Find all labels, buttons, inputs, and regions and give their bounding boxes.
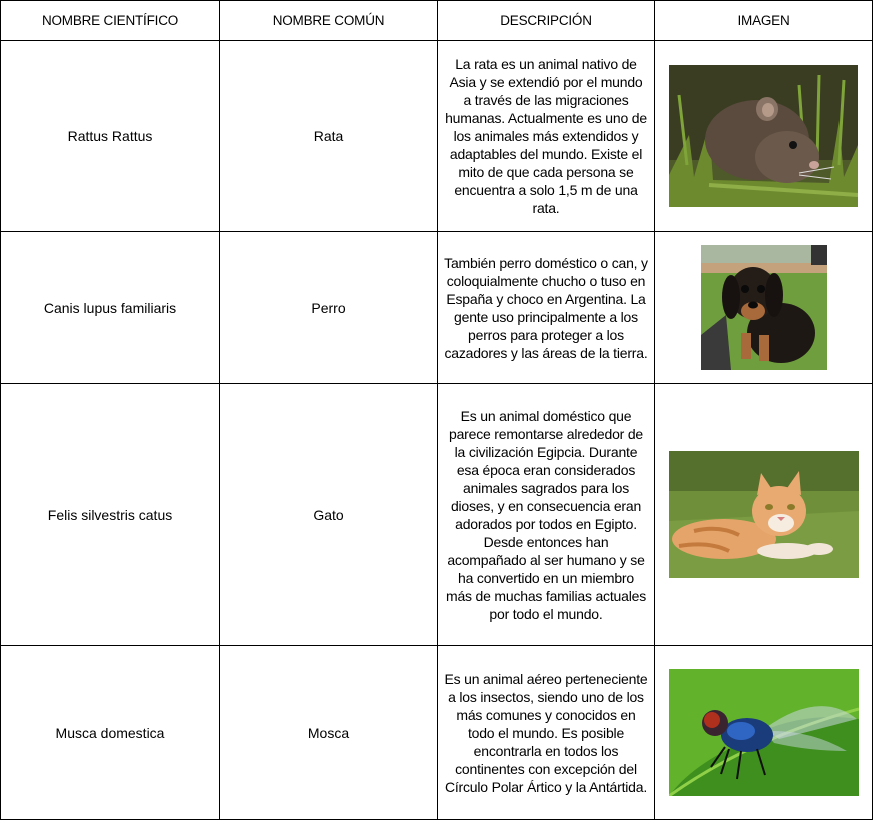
fly-photo: [669, 669, 859, 796]
common-name-cell: Perro: [220, 232, 438, 384]
cat-photo: [669, 451, 859, 578]
header-row: [1, 1, 873, 41]
rat-photo: [669, 65, 858, 207]
image-cell: [655, 646, 873, 820]
image-cell: [655, 232, 873, 384]
description-cell: Es un animal aéreo perteneciente a los insectos, siendo uno de los más comunes y conocidos en todo el mundo. Es posible encontrarla en todos los continentes con excepción del Círculo Polar Ártico y la Antártida.: [438, 646, 655, 820]
dog-photo: [701, 245, 827, 370]
header-description: DESCRIPCIÓN: [438, 1, 655, 41]
table-row: [1, 646, 873, 820]
scientific-name-cell: Rattus Rattus: [1, 41, 220, 232]
description-cell: Es un animal doméstico que parece remontarse alrededor de la civilización Egipcia. Durante esa época eran considerados animales sagrados para los dioses, y en consecuencia eran adorados por todos en Egipto. Desde entonces han acompañado al ser humano y se ha convertido en un miembro más de muchas familias actuales por todo el mundo.: [438, 384, 655, 646]
table-row: [1, 232, 873, 384]
header-common-name: NOMBRE COMÚN: [220, 1, 438, 41]
common-name-cell: Mosca: [220, 646, 438, 820]
header-image: IMAGEN: [655, 1, 873, 41]
header-scientific-name: NOMBRE CIENTÍFICO: [1, 1, 220, 41]
table-row: [1, 41, 873, 232]
description-cell: También perro doméstico o can, y coloquialmente chucho o tuso en España y choco en Argentina. La gente uso principalmente a los perros para proteger a los cazadores y las áreas de la tierra.: [438, 232, 655, 384]
scientific-name-cell: Canis lupus familiaris: [1, 232, 220, 384]
table-row: [1, 384, 873, 646]
common-name-cell: Rata: [220, 41, 438, 232]
scientific-name-cell: Musca domestica: [1, 646, 220, 820]
description-cell: La rata es un animal nativo de Asia y se extendió por el mundo a través de las migraciones humanas. Actualmente es uno de los animales más extendidos y adaptables del mundo. Existe el mito de que cada persona se encuentra a solo 1,5 m de una rata.: [438, 41, 655, 232]
image-cell: [655, 41, 873, 232]
scientific-name-cell: Felis silvestris catus: [1, 384, 220, 646]
common-name-cell: Gato: [220, 384, 438, 646]
image-cell: [655, 384, 873, 646]
